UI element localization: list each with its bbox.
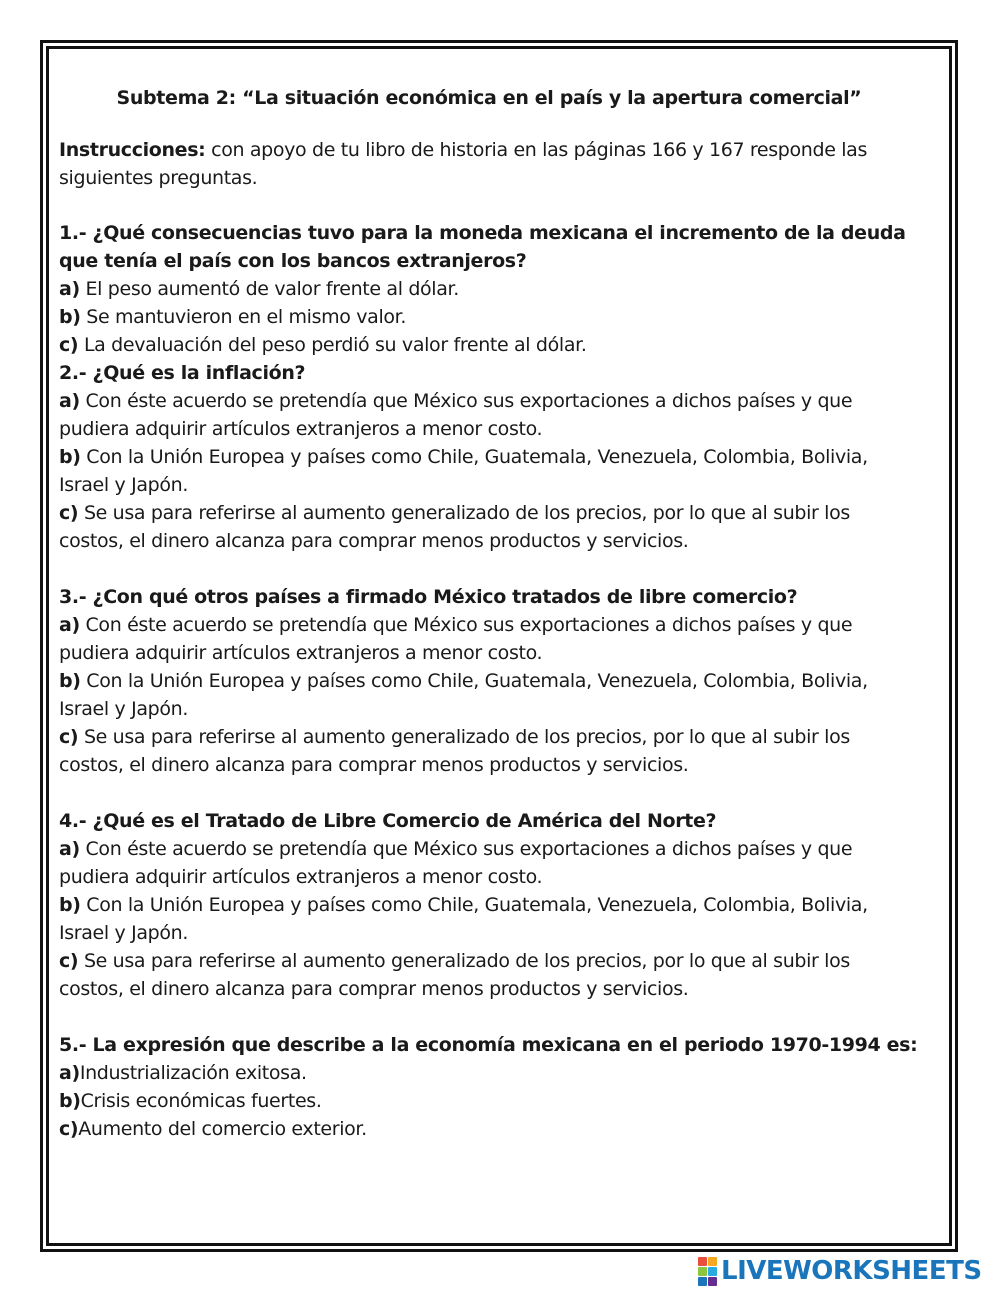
option-a[interactable] <box>59 275 919 303</box>
option-c[interactable] <box>59 499 919 555</box>
option-b[interactable] <box>59 1087 919 1115</box>
option-text: Con éste acuerdo se pretendía que México sus exportaciones a dichos países y que pudiera adquirir artículos extranjeros a menor costo. <box>59 390 853 440</box>
spacer <box>59 555 919 583</box>
worksheet-content <box>59 84 919 1143</box>
question-5 <box>59 1031 919 1143</box>
option-c[interactable] <box>59 723 919 779</box>
option-c[interactable] <box>59 947 919 1003</box>
option-letter: c) <box>59 726 79 748</box>
question-title: 5.- La expresión que describe a la economía mexicana en el periodo 1970-1994 es: <box>59 1034 918 1056</box>
logo-square <box>698 1257 707 1266</box>
option-letter: b) <box>59 670 81 692</box>
option-letter: b) <box>59 306 81 328</box>
question-title: 3.- ¿Con qué otros países a firmado México tratados de libre comercio? <box>59 586 798 608</box>
liveworksheets-footer[interactable] <box>698 1256 982 1286</box>
question-title: 4.- ¿Qué es el Tratado de Libre Comercio de América del Norte? <box>59 810 717 832</box>
option-text: Con la Unión Europea y países como Chile, Guatemala, Venezuela, Colombia, Bolivia, Israel y Japón. <box>59 670 868 720</box>
option-text: Se mantuvieron en el mismo valor. <box>80 306 407 328</box>
option-letter: c) <box>59 502 79 524</box>
option-letter: c) <box>59 334 79 356</box>
option-text: Se usa para referirse al aumento generalizado de los precios, por lo que al subir los costos, el dinero alcanza para comprar menos productos y servicios. <box>59 726 850 776</box>
option-text: La devaluación del peso perdió su valor frente al dólar. <box>78 334 587 356</box>
option-b[interactable] <box>59 667 919 723</box>
logo-square <box>698 1277 707 1286</box>
option-a[interactable] <box>59 1059 919 1087</box>
option-b[interactable] <box>59 303 919 331</box>
option-text: Se usa para referirse al aumento generalizado de los precios, por lo que al subir los costos, el dinero alcanza para comprar menos productos y servicios. <box>59 502 850 552</box>
liveworksheets-logo-icon <box>698 1257 717 1286</box>
option-text: Aumento del comercio exterior. <box>78 1118 367 1140</box>
option-b[interactable] <box>59 443 919 499</box>
option-letter: c) <box>59 950 79 972</box>
option-letter: a) <box>59 278 80 300</box>
option-text: Con la Unión Europea y países como Chile, Guatemala, Venezuela, Colombia, Bolivia, Israel y Japón. <box>59 446 868 496</box>
option-letter: a) <box>59 614 80 636</box>
question-3 <box>59 583 919 779</box>
option-letter: b) <box>59 446 81 468</box>
option-b[interactable] <box>59 891 919 947</box>
option-letter: c) <box>59 1118 79 1140</box>
option-a[interactable] <box>59 611 919 667</box>
option-letter: a) <box>59 390 80 412</box>
question-title: 1.- ¿Qué consecuencias tuvo para la moneda mexicana el incremento de la deuda que tenía el país con los bancos extranjeros? <box>59 222 906 272</box>
option-c[interactable] <box>59 1115 919 1143</box>
instructions-text: con apoyo de tu libro de historia en las páginas 166 y 167 responde las siguientes preguntas. <box>59 139 867 189</box>
option-letter: b) <box>59 894 81 916</box>
option-text: Crisis económicas fuertes. <box>80 1090 322 1112</box>
option-text: Con éste acuerdo se pretendía que México sus exportaciones a dichos países y que pudiera adquirir artículos extranjeros a menor costo. <box>59 614 853 664</box>
question-4 <box>59 807 919 1003</box>
option-text: El peso aumentó de valor frente al dólar. <box>79 278 459 300</box>
logo-square <box>698 1267 707 1276</box>
question-title: 2.- ¿Qué es la inflación? <box>59 362 306 384</box>
question-2 <box>59 359 919 555</box>
instructions-label: Instrucciones: <box>59 139 206 161</box>
option-a[interactable] <box>59 835 919 891</box>
option-text: Con éste acuerdo se pretendía que México sus exportaciones a dichos países y que pudiera adquirir artículos extranjeros a menor costo. <box>59 838 853 888</box>
logo-square <box>708 1257 717 1266</box>
spacer <box>59 1003 919 1031</box>
instructions <box>59 136 919 192</box>
option-letter: b) <box>59 1090 81 1112</box>
option-text: Se usa para referirse al aumento generalizado de los precios, por lo que al subir los costos, el dinero alcanza para comprar menos productos y servicios. <box>59 950 850 1000</box>
question-1 <box>59 219 919 359</box>
spacer <box>59 779 919 807</box>
option-letter: a) <box>59 838 80 860</box>
logo-square <box>708 1267 717 1276</box>
option-c[interactable] <box>59 331 919 359</box>
option-text: Industrialización exitosa. <box>79 1062 307 1084</box>
option-text: Con la Unión Europea y países como Chile, Guatemala, Venezuela, Colombia, Bolivia, Israel y Japón. <box>59 894 868 944</box>
brand-name: LIVEWORKSHEETS <box>721 1256 982 1286</box>
logo-square <box>708 1277 717 1286</box>
option-a[interactable] <box>59 387 919 443</box>
option-letter: a) <box>59 1062 80 1084</box>
worksheet-title: Subtema 2: “La situación económica en el país y la apertura comercial” <box>116 87 862 109</box>
